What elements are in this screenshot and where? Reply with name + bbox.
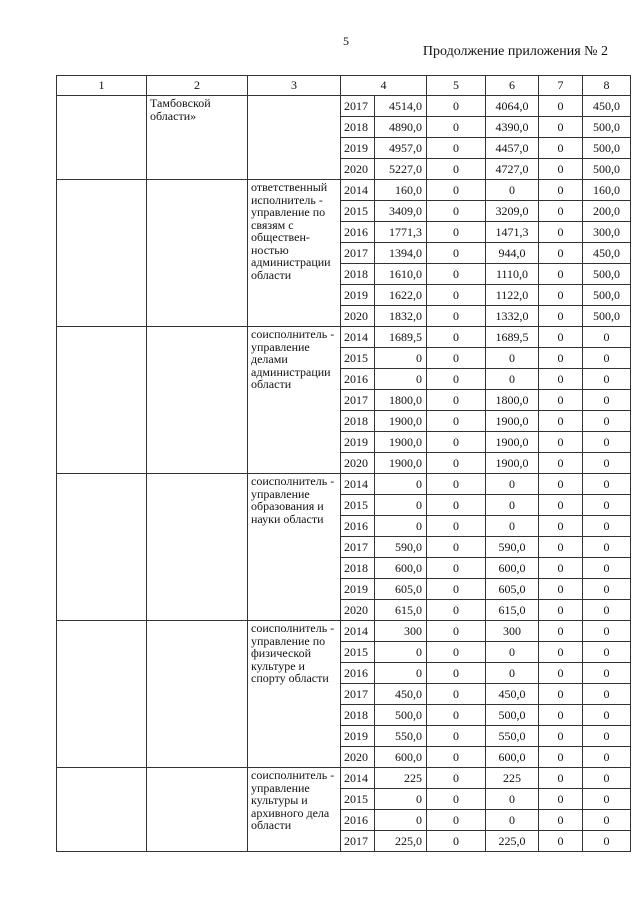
cell-col8: 0 — [583, 726, 631, 747]
cell-col6: 0 — [486, 348, 539, 369]
header-cell: 3 — [248, 76, 341, 96]
appendix-label: Продолжение приложения № 2 — [422, 44, 608, 59]
cell-col4-total: 160,0 — [375, 180, 427, 201]
cell-col8: 0 — [583, 705, 631, 726]
cell-col7: 0 — [539, 264, 583, 285]
cell-col4-total: 1832,0 — [375, 306, 427, 327]
header-cell: 7 — [539, 76, 583, 96]
cell-col8: 0 — [583, 747, 631, 768]
cell-col5: 0 — [427, 642, 486, 663]
cell-col6: 1122,0 — [486, 285, 539, 306]
cell-col6: 500,0 — [486, 705, 539, 726]
cell-col6: 1689,5 — [486, 327, 539, 348]
cell-col6: 4457,0 — [486, 138, 539, 159]
cell-col8: 0 — [583, 831, 631, 852]
cell-col2-name — [147, 768, 248, 852]
cell-col5: 0 — [427, 495, 486, 516]
cell-col5: 0 — [427, 579, 486, 600]
cell-col8: 0 — [583, 663, 631, 684]
cell-year: 2015 — [341, 201, 375, 222]
cell-year: 2017 — [341, 96, 375, 117]
cell-year: 2014 — [341, 180, 375, 201]
cell-col6: 0 — [486, 663, 539, 684]
cell-col4-total: 600,0 — [375, 747, 427, 768]
cell-col8: 0 — [583, 684, 631, 705]
cell-col5: 0 — [427, 138, 486, 159]
cell-year: 2018 — [341, 411, 375, 432]
cell-col6: 4390,0 — [486, 117, 539, 138]
cell-col6: 3209,0 — [486, 201, 539, 222]
cell-col6: 1110,0 — [486, 264, 539, 285]
header-row — [57, 76, 631, 96]
cell-col1 — [57, 327, 147, 474]
cell-year: 2015 — [341, 348, 375, 369]
cell-col6: 615,0 — [486, 600, 539, 621]
cell-col1 — [57, 180, 147, 327]
cell-col8: 500,0 — [583, 306, 631, 327]
cell-year: 2015 — [341, 495, 375, 516]
cell-col5: 0 — [427, 789, 486, 810]
cell-col6: 600,0 — [486, 558, 539, 579]
cell-col7: 0 — [539, 327, 583, 348]
cell-col7: 0 — [539, 642, 583, 663]
cell-col6: 225 — [486, 768, 539, 789]
header-cell: 6 — [486, 76, 539, 96]
cell-col4-total: 0 — [375, 495, 427, 516]
cell-col6: 1900,0 — [486, 411, 539, 432]
cell-col4-total: 590,0 — [375, 537, 427, 558]
cell-col5: 0 — [427, 516, 486, 537]
cell-year: 2017 — [341, 831, 375, 852]
cell-col6: 450,0 — [486, 684, 539, 705]
cell-col6: 0 — [486, 789, 539, 810]
cell-col6: 944,0 — [486, 243, 539, 264]
cell-col8: 0 — [583, 390, 631, 411]
cell-col7: 0 — [539, 621, 583, 642]
cell-col4-total: 1622,0 — [375, 285, 427, 306]
cell-col7: 0 — [539, 516, 583, 537]
cell-year: 2014 — [341, 768, 375, 789]
cell-col8: 500,0 — [583, 285, 631, 306]
header-cell: 4 — [341, 76, 427, 96]
cell-col7: 0 — [539, 600, 583, 621]
cell-year: 2020 — [341, 453, 375, 474]
cell-year: 2014 — [341, 621, 375, 642]
cell-col1 — [57, 96, 147, 180]
cell-year: 2016 — [341, 810, 375, 831]
cell-col5: 0 — [427, 537, 486, 558]
cell-col5: 0 — [427, 810, 486, 831]
cell-col5: 0 — [427, 306, 486, 327]
cell-col1 — [57, 474, 147, 621]
cell-col8: 0 — [583, 789, 631, 810]
cell-year: 2019 — [341, 726, 375, 747]
cell-col5: 0 — [427, 684, 486, 705]
cell-col6: 0 — [486, 810, 539, 831]
cell-col8: 0 — [583, 432, 631, 453]
table-row — [57, 180, 631, 201]
cell-col4-total: 0 — [375, 810, 427, 831]
cell-col5: 0 — [427, 348, 486, 369]
cell-col5: 0 — [427, 327, 486, 348]
cell-col6: 4064,0 — [486, 96, 539, 117]
cell-col8: 0 — [583, 327, 631, 348]
cell-year: 2015 — [341, 789, 375, 810]
cell-col5: 0 — [427, 432, 486, 453]
cell-col4-total: 300 — [375, 621, 427, 642]
cell-year: 2019 — [341, 579, 375, 600]
cell-col7: 0 — [539, 180, 583, 201]
table-row — [57, 621, 631, 642]
cell-col8: 450,0 — [583, 96, 631, 117]
cell-col6: 0 — [486, 369, 539, 390]
cell-year: 2019 — [341, 432, 375, 453]
cell-col8: 0 — [583, 348, 631, 369]
cell-col6: 4727,0 — [486, 159, 539, 180]
cell-year: 2016 — [341, 369, 375, 390]
cell-year: 2016 — [341, 222, 375, 243]
cell-col6: 1332,0 — [486, 306, 539, 327]
cell-col8: 0 — [583, 537, 631, 558]
cell-col8: 0 — [583, 768, 631, 789]
cell-col8: 0 — [583, 558, 631, 579]
funding-table — [56, 75, 631, 852]
cell-col8: 0 — [583, 810, 631, 831]
cell-col5: 0 — [427, 222, 486, 243]
cell-col4-total: 225 — [375, 768, 427, 789]
cell-col4-total: 550,0 — [375, 726, 427, 747]
cell-year: 2017 — [341, 390, 375, 411]
cell-col5: 0 — [427, 705, 486, 726]
cell-col5: 0 — [427, 390, 486, 411]
cell-col6: 590,0 — [486, 537, 539, 558]
cell-year: 2014 — [341, 327, 375, 348]
cell-col5: 0 — [427, 474, 486, 495]
cell-col8: 0 — [583, 453, 631, 474]
cell-year: 2017 — [341, 684, 375, 705]
cell-col4-total: 1900,0 — [375, 453, 427, 474]
cell-col4-total: 0 — [375, 789, 427, 810]
cell-col5: 0 — [427, 180, 486, 201]
cell-col5: 0 — [427, 621, 486, 642]
cell-col5: 0 — [427, 411, 486, 432]
cell-col5: 0 — [427, 747, 486, 768]
cell-col8: 200,0 — [583, 201, 631, 222]
cell-col7: 0 — [539, 768, 583, 789]
cell-col3-executor: соисполнитель - управление делами администрации области — [248, 327, 341, 474]
cell-col7: 0 — [539, 705, 583, 726]
table-row — [57, 96, 631, 117]
cell-col5: 0 — [427, 264, 486, 285]
cell-col6: 300 — [486, 621, 539, 642]
cell-col4-total: 0 — [375, 474, 427, 495]
cell-col7: 0 — [539, 411, 583, 432]
cell-col4-total: 0 — [375, 369, 427, 390]
header-cell: 1 — [57, 76, 147, 96]
cell-year: 2020 — [341, 747, 375, 768]
cell-year: 2015 — [341, 642, 375, 663]
cell-col5: 0 — [427, 201, 486, 222]
cell-col7: 0 — [539, 810, 583, 831]
cell-col6: 550,0 — [486, 726, 539, 747]
cell-col7: 0 — [539, 306, 583, 327]
cell-year: 2017 — [341, 537, 375, 558]
cell-year: 2020 — [341, 306, 375, 327]
cell-col6: 1900,0 — [486, 432, 539, 453]
cell-col5: 0 — [427, 831, 486, 852]
cell-col8: 160,0 — [583, 180, 631, 201]
cell-col4-total: 450,0 — [375, 684, 427, 705]
cell-col4-total: 0 — [375, 663, 427, 684]
cell-col2-name — [147, 180, 248, 327]
cell-col6: 225,0 — [486, 831, 539, 852]
cell-year: 2018 — [341, 558, 375, 579]
cell-col7: 0 — [539, 726, 583, 747]
cell-col2-name: Тамбовской области» — [147, 96, 248, 180]
cell-col7: 0 — [539, 138, 583, 159]
cell-col8: 500,0 — [583, 117, 631, 138]
cell-col4-total: 1771,3 — [375, 222, 427, 243]
header-cell: 5 — [427, 76, 486, 96]
cell-col7: 0 — [539, 453, 583, 474]
cell-col4-total: 0 — [375, 642, 427, 663]
cell-col7: 0 — [539, 558, 583, 579]
cell-col5: 0 — [427, 369, 486, 390]
cell-col1 — [57, 768, 147, 852]
cell-col7: 0 — [539, 474, 583, 495]
cell-year: 2018 — [341, 117, 375, 138]
cell-col8: 0 — [583, 411, 631, 432]
cell-col7: 0 — [539, 579, 583, 600]
cell-col2-name — [147, 621, 248, 768]
cell-year: 2019 — [341, 285, 375, 306]
cell-col2-name — [147, 474, 248, 621]
cell-col5: 0 — [427, 243, 486, 264]
page-number: 5 — [343, 34, 349, 48]
cell-col4-total: 1900,0 — [375, 411, 427, 432]
cell-col7: 0 — [539, 285, 583, 306]
cell-year: 2017 — [341, 243, 375, 264]
cell-col7: 0 — [539, 663, 583, 684]
cell-col4-total: 0 — [375, 348, 427, 369]
cell-col8: 0 — [583, 516, 631, 537]
cell-col4-total: 3409,0 — [375, 201, 427, 222]
cell-col5: 0 — [427, 285, 486, 306]
table-body — [57, 96, 631, 852]
cell-col5: 0 — [427, 159, 486, 180]
cell-year: 2020 — [341, 159, 375, 180]
cell-col4-total: 1610,0 — [375, 264, 427, 285]
cell-col5: 0 — [427, 663, 486, 684]
cell-col7: 0 — [539, 831, 583, 852]
cell-col7: 0 — [539, 390, 583, 411]
cell-col4-total: 600,0 — [375, 558, 427, 579]
cell-col7: 0 — [539, 96, 583, 117]
cell-col4-total: 4890,0 — [375, 117, 427, 138]
cell-col4-total: 1800,0 — [375, 390, 427, 411]
cell-col1 — [57, 621, 147, 768]
cell-year: 2016 — [341, 516, 375, 537]
cell-year: 2014 — [341, 474, 375, 495]
cell-col4-total: 5227,0 — [375, 159, 427, 180]
cell-col7: 0 — [539, 369, 583, 390]
cell-col6: 0 — [486, 495, 539, 516]
cell-col5: 0 — [427, 768, 486, 789]
cell-col7: 0 — [539, 117, 583, 138]
cell-year: 2020 — [341, 600, 375, 621]
cell-col8: 0 — [583, 642, 631, 663]
cell-col7: 0 — [539, 243, 583, 264]
cell-col6: 0 — [486, 180, 539, 201]
cell-col8: 500,0 — [583, 138, 631, 159]
cell-col5: 0 — [427, 600, 486, 621]
cell-col6: 1900,0 — [486, 453, 539, 474]
cell-col7: 0 — [539, 432, 583, 453]
cell-col7: 0 — [539, 537, 583, 558]
cell-col7: 0 — [539, 159, 583, 180]
cell-col8: 0 — [583, 495, 631, 516]
cell-col8: 0 — [583, 474, 631, 495]
cell-col4-total: 0 — [375, 516, 427, 537]
cell-col3-executor: соисполнитель - управление образования и науки области — [248, 474, 341, 621]
cell-col8: 300,0 — [583, 222, 631, 243]
cell-col6: 1471,3 — [486, 222, 539, 243]
cell-col5: 0 — [427, 726, 486, 747]
header-cell: 8 — [583, 76, 631, 96]
cell-col8: 450,0 — [583, 243, 631, 264]
cell-col8: 500,0 — [583, 264, 631, 285]
cell-col8: 0 — [583, 579, 631, 600]
cell-col7: 0 — [539, 348, 583, 369]
cell-col5: 0 — [427, 96, 486, 117]
cell-year: 2018 — [341, 264, 375, 285]
cell-col4-total: 4514,0 — [375, 96, 427, 117]
cell-col6: 605,0 — [486, 579, 539, 600]
cell-col4-total: 225,0 — [375, 831, 427, 852]
cell-col5: 0 — [427, 558, 486, 579]
table-row — [57, 327, 631, 348]
cell-year: 2018 — [341, 705, 375, 726]
cell-col7: 0 — [539, 747, 583, 768]
cell-col4-total: 1900,0 — [375, 432, 427, 453]
cell-col4-total: 1689,5 — [375, 327, 427, 348]
cell-col7: 0 — [539, 684, 583, 705]
cell-col3-executor: ответственный исполнитель - управление по связям с обществен-ностью администрации области — [248, 180, 341, 327]
cell-col6: 600,0 — [486, 747, 539, 768]
cell-col8: 0 — [583, 369, 631, 390]
cell-col4-total: 1394,0 — [375, 243, 427, 264]
cell-col4-total: 615,0 — [375, 600, 427, 621]
cell-col8: 0 — [583, 600, 631, 621]
cell-col6: 0 — [486, 474, 539, 495]
cell-col6: 1800,0 — [486, 390, 539, 411]
cell-col4-total: 4957,0 — [375, 138, 427, 159]
cell-col8: 500,0 — [583, 159, 631, 180]
cell-col5: 0 — [427, 453, 486, 474]
cell-year: 2019 — [341, 138, 375, 159]
cell-col7: 0 — [539, 495, 583, 516]
cell-col4-total: 605,0 — [375, 579, 427, 600]
cell-col3-executor: соисполнитель - управление по физической культуре и спорту области — [248, 621, 341, 768]
cell-col7: 0 — [539, 789, 583, 810]
cell-col4-total: 500,0 — [375, 705, 427, 726]
cell-col8: 0 — [583, 621, 631, 642]
cell-year: 2016 — [341, 663, 375, 684]
cell-col6: 0 — [486, 516, 539, 537]
table-row — [57, 768, 631, 789]
cell-col7: 0 — [539, 201, 583, 222]
header-cell: 2 — [147, 76, 248, 96]
cell-col2-name — [147, 327, 248, 474]
cell-col3-executor: соисполнитель - управление культуры и архивного дела области — [248, 768, 341, 852]
cell-col3-executor — [248, 96, 341, 180]
table-row — [57, 474, 631, 495]
cell-col6: 0 — [486, 642, 539, 663]
cell-col5: 0 — [427, 117, 486, 138]
cell-col7: 0 — [539, 222, 583, 243]
